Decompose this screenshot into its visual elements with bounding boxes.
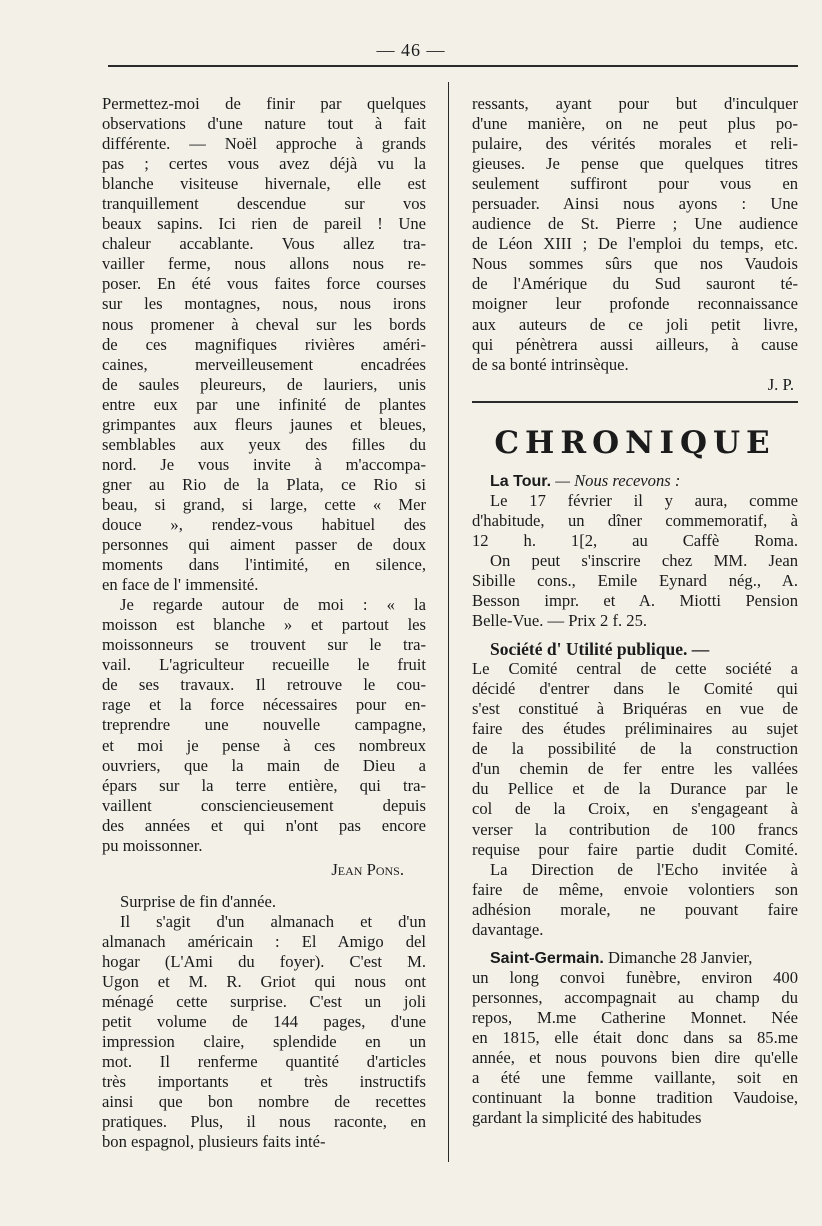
text-line: Le Comité central de cette société a (472, 659, 798, 679)
text-line: gieuses. Je pense que quelques titres (472, 154, 798, 174)
text-line: bon espagnol, plusieurs faits inté- (102, 1132, 326, 1152)
paragraph-almanach-cont (472, 94, 798, 375)
paragraph-moisson (102, 595, 426, 856)
chronique-title: CHRONIQUE (494, 424, 776, 461)
text-line: La Direction de l'Echo invitée à (490, 859, 798, 879)
text-line: sur les montagnes, nous, nous irons (102, 294, 426, 314)
column-divider (448, 82, 449, 1162)
text-line: requise pour faire partie dudit Comité. (472, 839, 798, 859)
text-line: épars sur la terre entière, qui tra- (102, 775, 426, 795)
text-line: de sa bonté intrinsèque. (472, 354, 629, 374)
text-line: grimpantes aux fleurs jaunes et bleues, (102, 414, 426, 434)
signature-jean-pons: Jean Pons. (331, 859, 404, 879)
text-line: caines, merveilleusement encadrées (102, 354, 426, 374)
text-line: en 1815, elle était donc dans sa 85.me (472, 1027, 798, 1047)
text-line: du Pellice et de la Durance par le (472, 779, 798, 799)
text-line: entre eux par une infinité de plantes (102, 394, 426, 414)
text-line: Sibille cons., Emile Eynard nég., A. (472, 570, 798, 590)
text-line: hogar (L'Ami du foyer). C'est M. (102, 951, 426, 971)
text-line: pulaire, des vérités morales et reli- (472, 134, 798, 154)
text-line: nord. Je vous invite à m'accompa- (102, 454, 426, 474)
text-line: de saules pleureurs, de lauriers, unis (102, 374, 426, 394)
text-line: moissonneurs se trouvent sur le tra- (102, 635, 426, 655)
text-line: moisson est blanche » et partout les (102, 615, 426, 635)
text-line: de l'Amérique du Sud sauront té- (472, 274, 798, 294)
text-line: persuader. Ainsi nous ayons : Une (472, 194, 798, 214)
text-line: Belle-Vue. — Prix 2 f. 25. (472, 611, 648, 631)
text-line: différente. — Noël approche à grands (102, 134, 426, 154)
text-line: d'une manière, on ne peut plus po- (472, 114, 798, 134)
surprise-title: Surprise de fin d'année. (120, 891, 276, 911)
text-line: davantage. (472, 919, 544, 939)
la-tour-line (472, 471, 798, 491)
signature-jp: J. P. (767, 374, 794, 394)
paragraph-societe (472, 659, 798, 940)
text-line: ménagé cette surprise. C'est un joli (102, 992, 426, 1012)
text-line: verser la contribution de 100 francs (472, 819, 798, 839)
text-line: de ces magnifiques rivières améri- (102, 334, 426, 354)
text-line: vail. L'agriculteur recueille le fruit (102, 655, 426, 675)
paragraph-saint-germain (472, 968, 798, 1128)
text-line: chaleur accablante. Vous allez tra- (102, 234, 426, 254)
text-line: ouvriers, que la main de Dieu a (102, 755, 426, 775)
text-line: moments dans l'intimité, en silence, (102, 555, 426, 575)
text-line: s'est constitué à Briquéras en vue de (472, 699, 798, 719)
section-rule (472, 401, 798, 403)
paragraph-la-tour (472, 491, 798, 631)
text-line: seulement suffiront pour vous en (472, 174, 798, 194)
text-line: petit volume de 144 pages, d'une (102, 1012, 426, 1032)
text-line: gner au Rio de la Plata, ce Rio si (102, 474, 426, 494)
text-line: adhésion morale, ne pouvant faire (472, 899, 798, 919)
text-line: faire de même, envoie volontiers son (472, 879, 798, 899)
text-line: Le 17 février il y aura, comme (490, 490, 798, 510)
text-line: semblables aux yeux des filles du (102, 434, 426, 454)
paragraph-noel (102, 94, 426, 595)
text-line: mot. Il renferme quantité d'articles (102, 1052, 426, 1072)
text-line: et moi je pense à ces nombreux (102, 735, 426, 755)
text-line: d'un chemin de fer entre les vallées (472, 759, 798, 779)
text-line: vailler ferme, nous allons nous re- (102, 254, 426, 274)
text-line: beau, si grand, si large, cette « Mer (102, 494, 426, 514)
text-line: très importants et très instructifs (102, 1072, 426, 1092)
saint-germain-heading: Saint-Germain. (490, 949, 604, 967)
text-line: aux auteurs de ce joli petit livre, (472, 314, 798, 334)
text-line: On peut s'inscrire chez MM. Jean (490, 550, 798, 570)
text-line: de Léon XIII ; De l'emploi du temps, etc. (472, 234, 798, 254)
text-line: pas ; certes vous avez déjà vu la (102, 154, 426, 174)
text-line: Ugon et M. R. Griot qui nous ont (102, 972, 426, 992)
text-line: 12 h. 1[2, au Caffè Roma. (472, 530, 798, 550)
paragraph-almanach (102, 912, 426, 1153)
text-line: continuant la bonne tradition Vaudoise, (472, 1088, 798, 1108)
left-column (102, 94, 426, 1152)
text-line: ainsi que bon nombre de recettes (102, 1092, 426, 1112)
la-tour-heading: La Tour. (490, 472, 552, 490)
text-line: pu moissonner. (102, 835, 203, 855)
text-line: a été une femme vaillante, soit en (472, 1068, 798, 1088)
text-line: blanche visiteuse hivernale, elle est (102, 174, 426, 194)
text-line: repos, M.me Catherine Monnet. Née (472, 1007, 798, 1027)
text-line: observations d'une nature tout à fait (102, 114, 426, 134)
text-line: en face de l' immensité. (102, 575, 259, 595)
text-line: des années et qui n'ont pas encore (102, 815, 426, 835)
text-line: personnes, accompagnait au champ du (472, 987, 798, 1007)
text-line: qui pénètrera aussi ailleurs, à cause (472, 334, 798, 354)
text-line: audience de St. Pierre ; Une audience (472, 214, 798, 234)
text-line: nous promener à cheval sur les bords (102, 314, 426, 334)
text-line: Il s'agit d'un almanach et d'un (120, 911, 426, 931)
text-line: treprendre une nouvelle campagne, (102, 715, 426, 735)
text-line: poser. En été vous faites force courses (102, 274, 426, 294)
text-line: Permettez-moi de finir par quelques (102, 94, 426, 113)
text-line: un long convoi funèbre, environ 400 (472, 967, 798, 987)
text-line: gardant la simplicité des habitudes (472, 1108, 702, 1128)
text-line: Besson impr. et A. Miotti Pension (472, 590, 798, 610)
societe-heading: Société d' Utilité publique. — (490, 639, 710, 660)
text-line: de ses travaux. Il retrouve le cou- (102, 675, 426, 695)
text-line: vaillent consciencieusement depuis (102, 795, 426, 815)
text-line: faire des études préliminaires au sujet (472, 719, 798, 739)
saint-germain-intro: Dimanche 28 Janvier, (603, 947, 753, 967)
header-rule (108, 65, 798, 67)
text-line: douce », rendez-vous habituel des (102, 514, 426, 534)
text-line: tranquillement descendue sur vos (102, 194, 426, 214)
text-line: d'habitude, un dîner commemoratif, à (472, 510, 798, 530)
text-line: de la possibilité de la construction (472, 739, 798, 759)
text-line: ressants, ayant pour but d'inculquer (472, 94, 798, 113)
text-line: almanach américain : El Amigo del (102, 931, 426, 951)
page-number: — 46 — (376, 40, 446, 60)
text-line: Je regarde autour de moi : « la (120, 595, 426, 615)
text-line: année, et nous pouvons bien dire qu'elle (472, 1048, 798, 1068)
text-line: col de la Croix, en s'engageant à (472, 799, 798, 819)
text-line: Nous sommes sûrs que nos Vaudois (472, 254, 798, 274)
la-tour-intro: — Nous recevons : (551, 470, 681, 490)
text-line: moigner leur profonde reconnaissance (472, 294, 798, 314)
saint-germain-line (472, 948, 798, 968)
text-line: personnes qui aiment passer de doux (102, 535, 426, 555)
text-line: beaux sapins. Ici rien de pareil ! Une (102, 214, 426, 234)
text-line: pratiques. Plus, il nous raconte, en (102, 1112, 426, 1132)
text-line: impression claire, splendide en un (102, 1032, 426, 1052)
text-line: décidé d'entrer dans le Comité qui (472, 679, 798, 699)
text-line: rage et la force nécessaires pour en- (102, 695, 426, 715)
right-column (472, 94, 798, 1128)
